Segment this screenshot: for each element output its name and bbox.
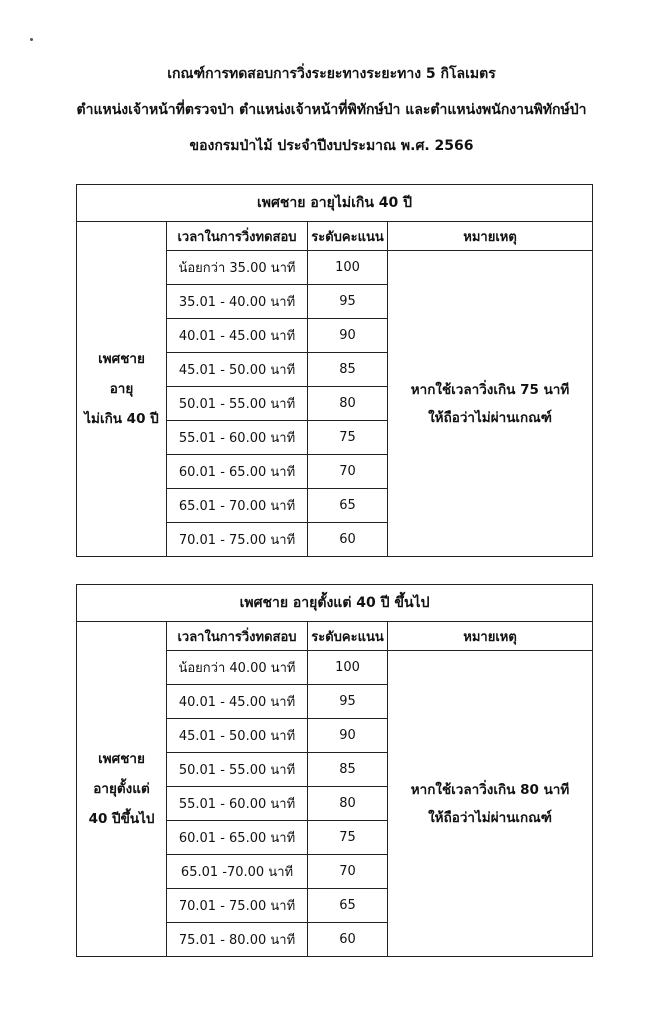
score-cell: 80 (308, 387, 388, 421)
time-cell: 55.01 - 60.00 นาที (167, 787, 308, 821)
group-label-line: เพศชาย (98, 751, 145, 767)
time-cell: 35.01 - 40.00 นาที (167, 285, 308, 319)
score-cell: 75 (308, 821, 388, 855)
score-cell: 65 (308, 489, 388, 523)
time-cell: 45.01 - 50.00 นาที (167, 719, 308, 753)
time-cell: 40.01 - 45.00 นาที (167, 319, 308, 353)
column-header-time: เวลาในการวิ่งทดสอบ (167, 222, 308, 251)
group-label-line: อายุตั้งแต่ (93, 781, 150, 797)
time-cell: น้อยกว่า 35.00 นาที (167, 251, 308, 285)
remark-line: ให้ถือว่าไม่ผ่านเกณฑ์ (428, 409, 552, 426)
group-label-line: เพศชาย (98, 351, 145, 367)
column-header-remark: หมายเหตุ (388, 622, 593, 651)
time-cell: 75.01 - 80.00 นาที (167, 923, 308, 957)
score-cell: 65 (308, 889, 388, 923)
score-cell: 85 (308, 753, 388, 787)
time-cell: 50.01 - 55.00 นาที (167, 753, 308, 787)
time-cell: 50.01 - 55.00 นาที (167, 387, 308, 421)
criteria-table-40-and-over (76, 584, 593, 957)
score-cell: 75 (308, 421, 388, 455)
group-label-cell (77, 222, 167, 557)
time-cell: 65.01 - 70.00 นาที (167, 489, 308, 523)
column-header-time: เวลาในการวิ่งทดสอบ (167, 622, 308, 651)
remark-line: หากใช้เวลาวิ่งเกิน 75 นาที (410, 381, 570, 398)
group-label-line: ไม่เกิน 40 ปี (84, 411, 159, 427)
time-cell: น้อยกว่า 40.00 นาที (167, 651, 308, 685)
score-cell: 70 (308, 455, 388, 489)
group-label-line: 40 ปีขึ้นไป (88, 811, 155, 827)
remark-cell (388, 251, 593, 557)
remark-line: ให้ถือว่าไม่ผ่านเกณฑ์ (428, 809, 552, 826)
time-cell: 70.01 - 75.00 นาที (167, 889, 308, 923)
score-cell: 95 (308, 285, 388, 319)
group-label-cell (77, 622, 167, 957)
time-cell: 40.01 - 45.00 นาที (167, 685, 308, 719)
score-cell: 85 (308, 353, 388, 387)
column-header-score: ระดับคะแนน (308, 222, 388, 251)
criteria-table-under-40 (76, 184, 593, 557)
score-cell: 90 (308, 719, 388, 753)
column-header-score: ระดับคะแนน (308, 622, 388, 651)
time-cell: 60.01 - 65.00 นาที (167, 455, 308, 489)
time-cell: 45.01 - 50.00 นาที (167, 353, 308, 387)
group-label-line: อายุ (109, 381, 134, 397)
score-cell: 95 (308, 685, 388, 719)
table-title: เพศชาย อายุไม่เกิน 40 ปี (77, 185, 593, 222)
time-cell: 55.01 - 60.00 นาที (167, 421, 308, 455)
column-header-remark: หมายเหตุ (388, 222, 593, 251)
score-cell: 60 (308, 923, 388, 957)
time-cell: 65.01 -70.00 นาที (167, 855, 308, 889)
remark-cell (388, 651, 593, 957)
document-title: เกณฑ์การทดสอบการวิ่งระยะทางระยะทาง 5 กิโลเมตร (167, 66, 496, 82)
scan-speck (30, 38, 33, 41)
score-cell: 60 (308, 523, 388, 557)
remark-line: หากใช้เวลาวิ่งเกิน 80 นาที (410, 781, 570, 798)
document-subtitle-department-year: ของกรมป่าไม้ ประจำปีงบประมาณ พ.ศ. 2566 (189, 138, 474, 154)
score-cell: 100 (308, 251, 388, 285)
time-cell: 60.01 - 65.00 นาที (167, 821, 308, 855)
table-title: เพศชาย อายุตั้งแต่ 40 ปี ขึ้นไป (77, 585, 593, 622)
score-cell: 100 (308, 651, 388, 685)
time-cell: 70.01 - 75.00 นาที (167, 523, 308, 557)
score-cell: 70 (308, 855, 388, 889)
score-cell: 80 (308, 787, 388, 821)
score-cell: 90 (308, 319, 388, 353)
document-subtitle-positions: ตำแหน่งเจ้าหน้าที่ตรวจป่า ตำแหน่งเจ้าหน้าที่พิทักษ์ป่า และตำแหน่งพนักงานพิทักษ์ป่า (76, 102, 587, 118)
